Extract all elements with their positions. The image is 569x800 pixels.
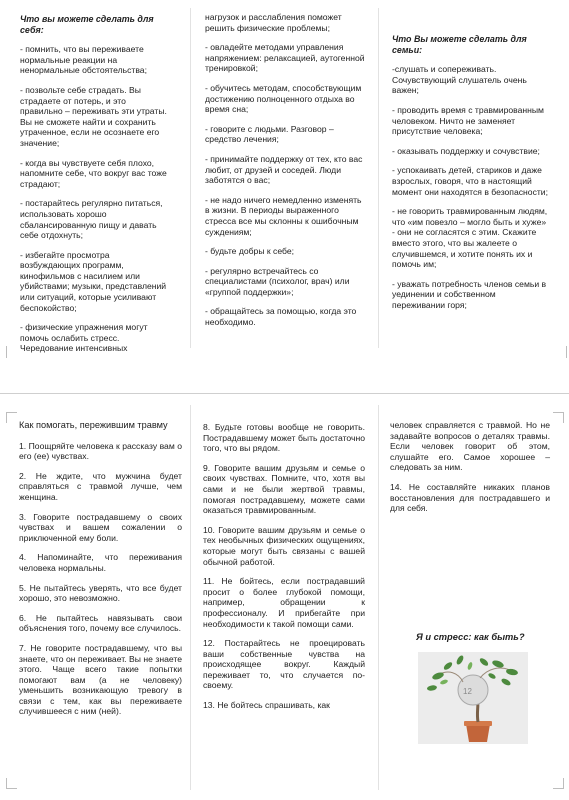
corner-mark [556, 346, 567, 358]
top-col-3 [392, 34, 550, 319]
corner-mark [553, 412, 564, 423]
list-item: - регулярно встречайтесь со специалистами (психолог, врач) или «группой поддержки»; [205, 265, 350, 297]
section-title: Как помогать, пережившим травму [19, 420, 168, 430]
list-item: - не надо ничего немедленно изменять в жизни. В периоды выраженного стресса все мы склонны к ошибочным суждениям; [205, 194, 362, 237]
bottom-col-2 [203, 422, 365, 720]
list-item: 14. Не составляйте никаких планов восстановления для пострадавшего и для себя. [390, 481, 550, 514]
list-item: 10. Говорите вашим друзьям и семье о тех необычных физических ощущениях, которые могут быть связаны с вашей обычной работой. [203, 524, 365, 567]
column-divider [190, 405, 191, 790]
list-item: 11. Не бойтесь, если пострадавший просит о более глубокой помощи, например, обращении к профессионалу. И прибегайте при необходимости к такой помощи сами. [203, 576, 365, 629]
top-col-1 [20, 14, 170, 363]
fold-line [0, 393, 569, 394]
list-item: 9. Говорите вашим друзьям и семье о своих чувствах. Помните, что, хотя вы сами и не были жертвой травмы, помогая пострадавшему, можете сами оказаться травмированным. [203, 462, 365, 516]
list-item: - постарайтесь регулярно питаться, использовать хорошо сбалансированную пищу и давать себе отдохнуть; [20, 198, 163, 241]
list-item: 7. Не говорите пострадавшему, что вы знаете, что он переживает. Вы не знаете этого. Чаще всего такие попытки помогают вам (а не человеку) уменьшить возникающую тревогу в связи с тем, как вы переживаете случившееся с ним (ней). [19, 642, 182, 717]
top-col-2 [205, 12, 365, 337]
list-item: - проводить время с травмированным человеком. Ничто не заменяет присутствие человека; [392, 104, 544, 137]
clock-number: 12 [463, 687, 472, 696]
section-title: Что Вы можете сделать для семьи: [392, 34, 527, 55]
corner-mark [553, 778, 564, 789]
list-item: 1. Поощряйте человека к рассказу вам о его (ее) чувствах. [19, 440, 182, 462]
column-divider [190, 8, 191, 348]
list-item: - обращайтесь за помощью, когда это необходимо. [205, 306, 357, 328]
list-item: 2. Не ждите, что мужчина будет справляться с травмой лучше, чем женщина. [19, 470, 182, 502]
list-item: 5. Не пытайтесь уверять, что все будет хорошо, это невозможно. [19, 582, 182, 604]
list-item: 4. Напоминайте, что переживания человека нормальны. [19, 552, 182, 573]
list-item: - физические упражнения могут помочь ослабить стресс. Чередование интенсивных [20, 322, 148, 354]
column-divider [378, 8, 379, 348]
corner-mark [6, 346, 17, 358]
plant-clock-illustration [418, 652, 528, 744]
list-item: - оказывать поддержку и сочувствие; [392, 145, 540, 156]
list-item: 13. Не бойтесь спрашивать, как [203, 700, 330, 711]
list-item: - принимайте поддержку от тех, кто вас любит, от друзей и соседей. Люди заботятся о вас; [205, 153, 363, 186]
list-item: - говорите с людьми. Разговор – средство лечения; [205, 123, 334, 145]
corner-mark [6, 778, 17, 789]
list-item: -слушать и сопереживать. Сочувствующий слушатель очень важен; [392, 64, 527, 96]
list-item: нагрузок и расслабления поможет решить физические проблемы; [205, 12, 342, 33]
list-item: 8. Будьте готовы вообще не говорить. Пострадавшему может быть достаточно того, что вы рядом. [203, 422, 365, 454]
list-item: человек справляется с травмой. Но не задавайте вопросов о деталях травмы. Если человек говорит об этом, слушайте его. Самое хорошее – следовать за ним. [390, 420, 550, 473]
list-item: - успокаивать детей, стариков и даже взрослых, говоря, что в настоящий момент они находятся в безопасности; [392, 165, 548, 197]
list-item: - не говорить травмированным людям, что «им повезло – могло быть и хуже» - они не согласятся с этим. Скажите вместо этого, что вы жалеете о случившемся, и хотите понять их и помочь им; [392, 206, 548, 270]
list-item: - будьте добры к себе; [205, 246, 294, 257]
list-item: - избегайте просмотра возбуждающих программ, кинофильмов с насилием или убийствами; музыки, представлений или ситуаций, которые усиливают беспокойство; [20, 249, 167, 313]
list-item: - обучитесь методам, способствующим достижению полноценного отдыха во время сна; [205, 82, 362, 115]
list-item: 6. Не пытайтесь навязывать свои объяснения того, почему все случилось. [19, 612, 182, 634]
column-divider [378, 405, 379, 790]
stress-heading: Я и стресс: как быть? [416, 632, 525, 642]
list-item: - помнить, что вы переживаете нормальные реакции на ненормальные обстоятельства; [20, 44, 147, 76]
corner-mark [6, 412, 17, 423]
section-title: Что вы можете сделать для себя: [20, 14, 154, 35]
list-item: - когда вы чувствуете себя плохо, напомните себе, что вокруг вас тоже страдают; [20, 157, 167, 189]
list-item: 3. Говорите пострадавшему о своих чувствах и вашем сожалении о приключенной ему боли. [19, 511, 182, 543]
list-item: 12. Постарайтесь не проецировать ваши собственные чувства на происходящее вокруг. Каждый переживает то, что случается по-своему. [203, 638, 365, 691]
bottom-col-3 [390, 420, 550, 523]
list-item: - уважать потребность членов семьи в уединении и собственном переживании горя; [392, 278, 547, 310]
list-item: - овладейте методами управления напряжением: релаксацией, аутогенной тренировкой; [205, 42, 365, 74]
list-item: - позвольте себе страдать. Вы страдаете от потерь, и это правильно – переживать эти утраты. Вы не сможете найти и сохранить утраченное, если не осознаете его значение; [20, 84, 167, 148]
bottom-col-1 [19, 420, 182, 726]
